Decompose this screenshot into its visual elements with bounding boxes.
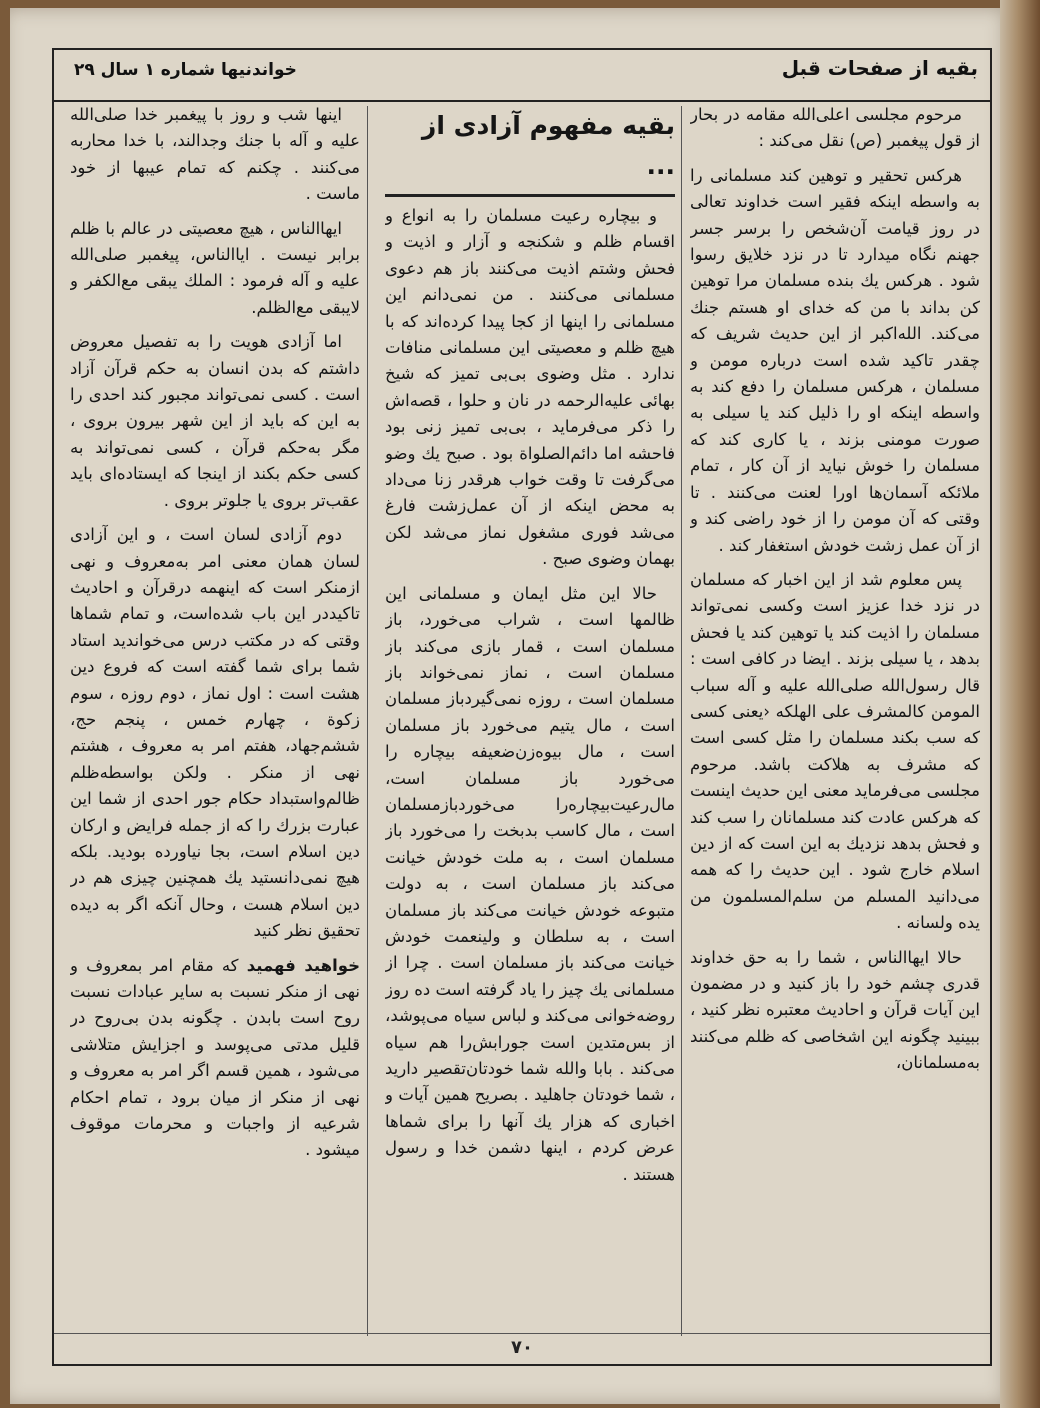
article-title: بقیه مفهوم آزادی از ... [385,106,675,197]
book-spine [1000,0,1040,1408]
footer-rule [54,1333,990,1334]
column-divider-1 [681,106,682,1336]
magazine-page [10,8,1010,1404]
paragraph: اینها شب و روز با پیغمبر خدا صلی‌الله علیه و آله با جنك وجدالند، با خدا محاربه می‌کنند . چکنم که تمام عیبها از خود ماست . [70,105,360,204]
paragraph-text: که مقام امر بمعروف و نهی از منکر نسبت به سایر عبادات نسبت روح است بابدن . چگونه بدن بی‌روح در قلیل مدتی می‌پوسد و اجزایش متلاشی می‌شود ، همین قسم اگر امر به معروف و نهی از منکر از میان برود ، تمام احکام شرعیه از واجبات و محرمات موقوف میشود . [70,955,360,1160]
issue-info: خواندنیها شماره ۱ سال ۲۹ [74,60,297,80]
column-right [690,102,980,1332]
paragraph: مرحوم مجلسی اعلی‌الله مقامه در بحار از قول پیغمبر (ص) نقل می‌کند : [690,105,980,151]
paragraph: و بیچاره رعیت مسلمان را به انواع و اقسام ظلم و شکنجه و آزار و اذیت و فحش وشتم اذیت می‌کنند باز هم دعوی مسلمانی می‌کنند . من نمی‌دانم این مسلمانی را اینها از کجا پیدا کرده‌اند که با هیچ ظلم و معصیتی این مسلمانی منافات ندارد . مثل وضوی بی‌بی تمیز که شیخ بهائی علیه‌الرحمه در نان و حلوا ، قصه‌اش را ذکر می‌فرماید ، بی‌بی تمیز زنی بود فاحشه اما دائم‌الصلواة بود . صبح یك وضو می‌گرفت تا وقت خواب هرقدر زنا می‌داد به محض اینکه از آن عمل‌زشت فارغ می‌شد فوری مشغول نماز می‌شد لکن بهمان وضوی صبح . [385,206,675,569]
column-left [70,102,360,1332]
paragraph: ایهاالناس ، هیچ معصیتی در عالم با ظلم برابر نیست . ایاالناس، پیغمبر صلی‌الله علیه و آله فرمود : الملك یبقی مع‌الکفر و لایبقی مع‌الظلم. [70,218,360,317]
paragraph: حالا ایهاالناس ، شما را به حق خداوند قدری چشم خود را باز کنید و در مضمون این آیات قرآن و احادیث معتبره نظر کنید ، ببینید چگونه این اشخاصی که ظلم می‌کنند به‌مسلمانان، [690,947,980,1073]
column-middle [385,102,675,1332]
page-frame [52,48,992,1366]
paragraph [70,953,360,1164]
section-title: بقیه از صفحات قبل [781,56,978,80]
paragraph: هرکس تحقیر و توهین کند مسلمانی را به واسطه اینکه فقیر است خداوند تعالی در روز قیامت آن‌شخص را برسر جسر جهنم نگاه میدارد تا در نزد خلایق رسوا شود . هرکس یك بنده مسلمان مرا توهین کن بداند با من که خدای او هستم جنك می‌کند. الله‌اکبر از این حدیث شریف که چقدر تاکید شده است درباره مومن و مسلمان ، هرکس مسلمان را دفع کند به واسطه اینکه او را ذلیل کند یا سیلی به صورت مومنی بزند ، یا کاری کند که مسلمان را خوش نیاید از آن کار ، تمام ملائکه آسمان‌ها اورا لعنت می‌کنند . تا وقتی که آن مومن را از خود راضی کند و از آن عمل زشت خودش استغفار کند . [690,165,980,555]
page-number: ۷۰ [511,1337,533,1358]
paragraph: پس معلوم شد از این اخبار که مسلمان در نزد خدا عزیز است وکسی نمی‌تواند مسلمان را اذیت کند یا توهین کند یا فحش بدهد ، یا سیلی بزند . ایضا در کافی است : قال رسول‌الله صلی‌الله علیه و آله سباب المومن کالمشرف علی الهلکه ‹یعنی کسی که سب بکند مسلمان را مثل کسی است که مشرف به هلاکت باشد. مرحوم مجلسی می‌فرماید معنی این حدیث اینست که هرکس عادت کند مسلمانان را سب کند و فحش بدهد نزدیك به این است که از دین اسلام خارج شود . این حدیث را که همه می‌دانید المسلم من سلم‌المسلمون من یده ولسانه . [690,569,980,933]
paragraph: اما آزادی هویت را به تفصیل معروض داشتم که بدن انسان به حکم قرآن آزاد است . کسی نمی‌تواند مجبور کند احدی را به این که باید از این شهر بیرون بروی ، مگر به‌حکم قرآن ، کسی نمی‌تواند به کسی حکم بکند از اینجا که ایستاده‌ای باید عقب‌تر بروی یا جلوتر بروی . [70,332,360,510]
column-divider-2 [367,106,368,1336]
paragraph: دوم آزادی لسان است ، و این آزادی لسان همان معنی امر به‌معروف و نهی ازمنکر است که اینهمه درقرآن و احادیث تاکیددر این باب شده‌است، و تمام شماها وقتی که در مکتب درس می‌خواندید استاد شما برای شما گفته است که فروع دین هشت است : اول نماز ، دوم روزه ، سوم زکوة ، چهارم خمس ، پنجم حج، ششم‌جهاد، هفتم امر به معروف ، هشتم نهی از منکر . ولکن بواسطه‌ظلم ظالم‌واستبداد حکام جور احدی از شما این عبارت بزرك را که از جمله فرایض و ارکان دین اسلام است، بجا نیاورده بودید. بلکه هیچ نمی‌دانستید یك همچنین چیزی هم در دین اسلام هست ، وحال آنکه اگر به دیده تحقیق نظر کنید [70,525,360,941]
paragraph: حالا این مثل ایمان و مسلمانی این ظالمها است ، شراب می‌خورد، باز مسلمان است ، قمار بازی می‌کند باز مسلمان است ، نماز نمی‌خواند باز مسلمان است ، روزه نمی‌گیرد‌باز مسلمان است ، مال یتیم می‌خورد باز مسلمان است ، مال بیوه‌زن‌ضعیفه بیچاره را می‌خورد باز مسلمان است، مال‌رعیت‌بیچاره‌را می‌خورد‌بازمسلمان است ، مال کاسب بدبخت را می‌خورد باز مسلمان است ، به ملت خودش خیانت می‌کند باز مسلمان است ، به دولت متبوعه خودش خیانت می‌کند باز مسلمان است ، به سلطان و ولینعمت خودش خیانت می‌کند باز مسلمان است . چرا از مسلمانی یك چیز را یاد گرفته است ده روز روضه‌خوانی می‌کند و لباس سیاه می‌پوشد، از بس‌متدین است جورابش‌را هم سیاه می‌کند . بابا والله شما خودتان‌تقصیر دارید ، شما خودتان جاهلید . بصریح همین آیات و اخباری که هزار یك آنها را برای شماها عرض کردم ، اینها دشمن خدا و رسول هستند . [385,583,675,1184]
page-header [54,50,990,102]
bold-phrase: خواهید فهمید [246,955,360,975]
